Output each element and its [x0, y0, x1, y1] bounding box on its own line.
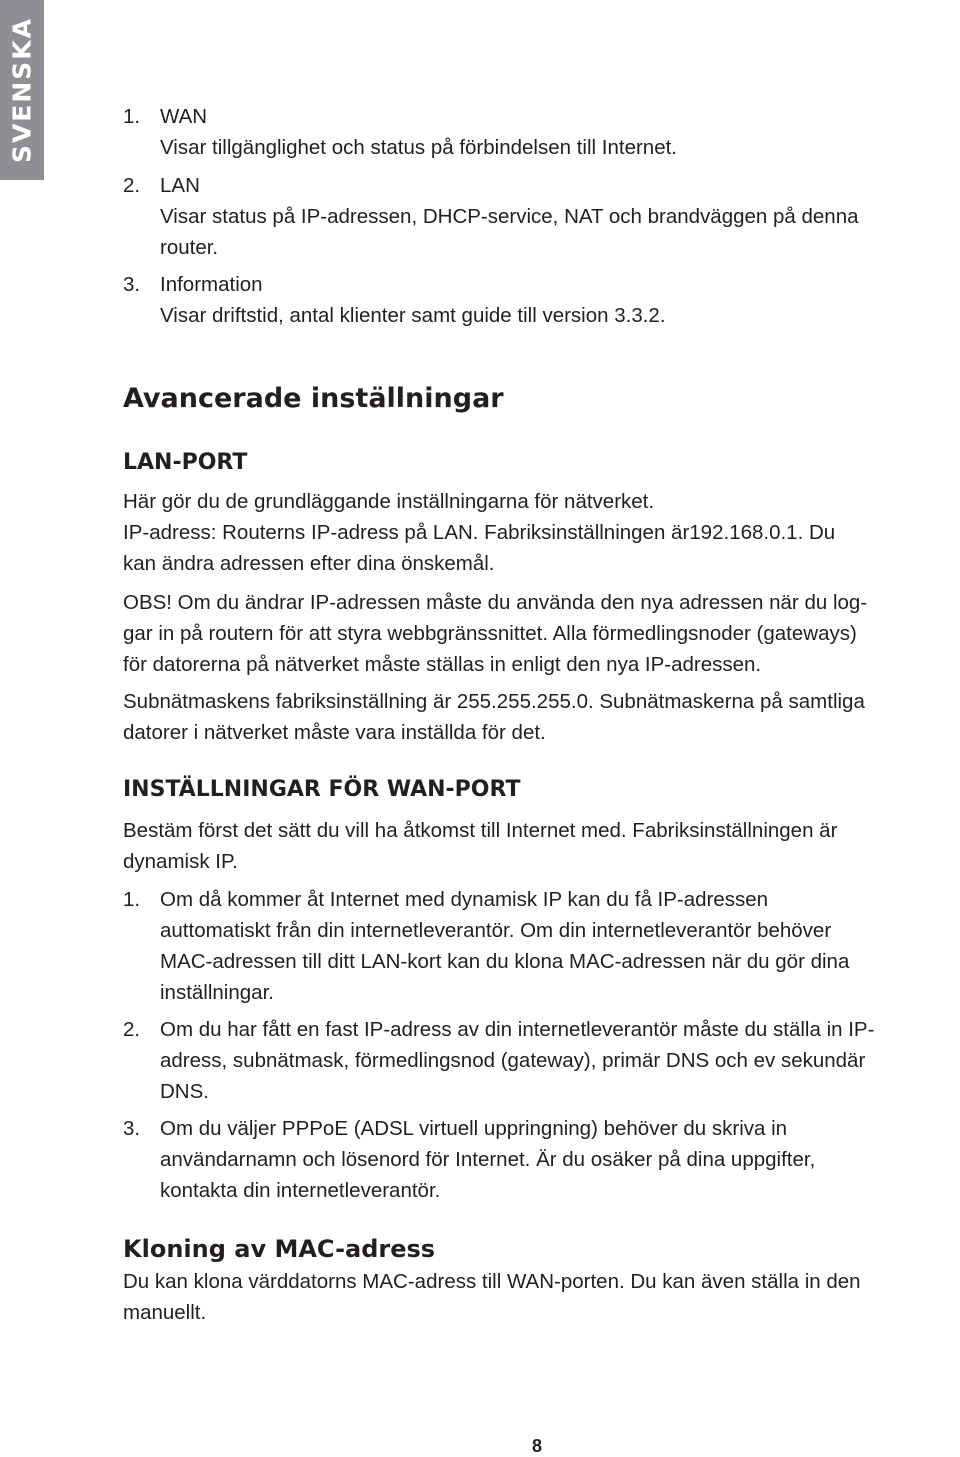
text-line: manuellt.: [123, 1301, 207, 1324]
text-line: användarnamn och lösenord för Internet. Är du osäker på dina uppgifter,: [160, 1148, 816, 1171]
list-number: 3.: [123, 1117, 141, 1140]
text-line: IP-adress: Routerns IP-adress på LAN. Fabriksinställningen är192.168.0.1. Du: [123, 521, 836, 544]
list-title: Information: [160, 273, 263, 296]
text-line: OBS! Om du ändrar IP-adressen måste du använda den nya adressen när du log-: [123, 591, 868, 614]
text-line: auttomatiskt från din internetleverantör. Om din internetleverantör behöver: [160, 919, 832, 942]
list-title: LAN: [160, 174, 200, 197]
text-line: för datorerna på nätverket måste ställas in enligt den nya IP-adressen.: [123, 653, 762, 676]
text-line: Om du har fått en fast IP-adress av din internetleverantör måste du ställa in IP-: [160, 1018, 875, 1041]
text-line: Du kan klona värddatorns MAC-adress till WAN-porten. Du kan även ställa in den: [123, 1270, 861, 1293]
list-number: 1.: [123, 888, 141, 911]
paragraph: [123, 1266, 861, 1328]
paragraph: [123, 815, 837, 877]
text-line: Subnätmaskens fabriksinställning är 255.255.255.0. Subnätmaskerna på samtliga: [123, 690, 865, 713]
list-text: router.: [160, 236, 219, 259]
paragraph: [123, 686, 865, 748]
text-line: datorer i nätverket måste vara inställda för det.: [123, 721, 546, 744]
paragraph: [123, 486, 835, 579]
language-tab-label: SVENSKA: [7, 16, 37, 164]
list-title: WAN: [160, 105, 208, 128]
list-number: 2.: [123, 1018, 141, 1041]
text-line: adress, subnätmask, förmedlingsnod (gateway), primär DNS och ev sekundär: [160, 1049, 866, 1072]
list-text: Visar tillgänglighet och status på förbindelsen till Internet.: [160, 136, 677, 159]
list-number: 1.: [123, 105, 141, 128]
text-line: gar in på routern för att styra webbgränssnittet. Alla förmedlingsnoder (gateways): [123, 622, 857, 645]
text-line: Bestäm först det sätt du vill ha åtkomst till Internet med. Fabriksinställningen är: [123, 819, 838, 842]
text-line: DNS.: [160, 1080, 209, 1103]
subsection-heading-wan-port: INSTÄLLNINGAR FÖR WAN-PORT: [123, 777, 521, 802]
list-number: 2.: [123, 174, 141, 197]
page-number: 8: [532, 1436, 543, 1456]
list-text: Visar driftstid, antal klienter samt guide till version 3.3.2.: [160, 304, 666, 327]
subsection-heading-lan-port: LAN-PORT: [123, 450, 248, 475]
text-line: Här gör du de grundläggande inställningarna för nätverket.: [123, 490, 655, 513]
text-line: kan ändra adressen efter dina önskemål.: [123, 552, 495, 575]
text-line: MAC-adressen till ditt LAN-kort kan du klona MAC-adressen när du gör dina: [160, 950, 850, 973]
paragraph: [123, 587, 867, 680]
text-line: inställningar.: [160, 981, 274, 1004]
language-tab: [0, 0, 44, 180]
list-text: Visar status på IP-adressen, DHCP-service, NAT och brandväggen på denna: [160, 205, 859, 228]
text-line: dynamisk IP.: [123, 850, 238, 873]
text-line: kontakta din internetleverantör.: [160, 1179, 441, 1202]
section-heading: Avancerade inställningar: [123, 383, 504, 414]
subsection-heading-mac-clone: Kloning av MAC-adress: [123, 1235, 436, 1263]
list-number: 3.: [123, 273, 141, 296]
text-line: Om du väljer PPPoE (ADSL virtuell uppringning) behöver du skriva in: [160, 1117, 788, 1140]
text-line: Om då kommer åt Internet med dynamisk IP kan du få IP-adressen: [160, 888, 769, 911]
